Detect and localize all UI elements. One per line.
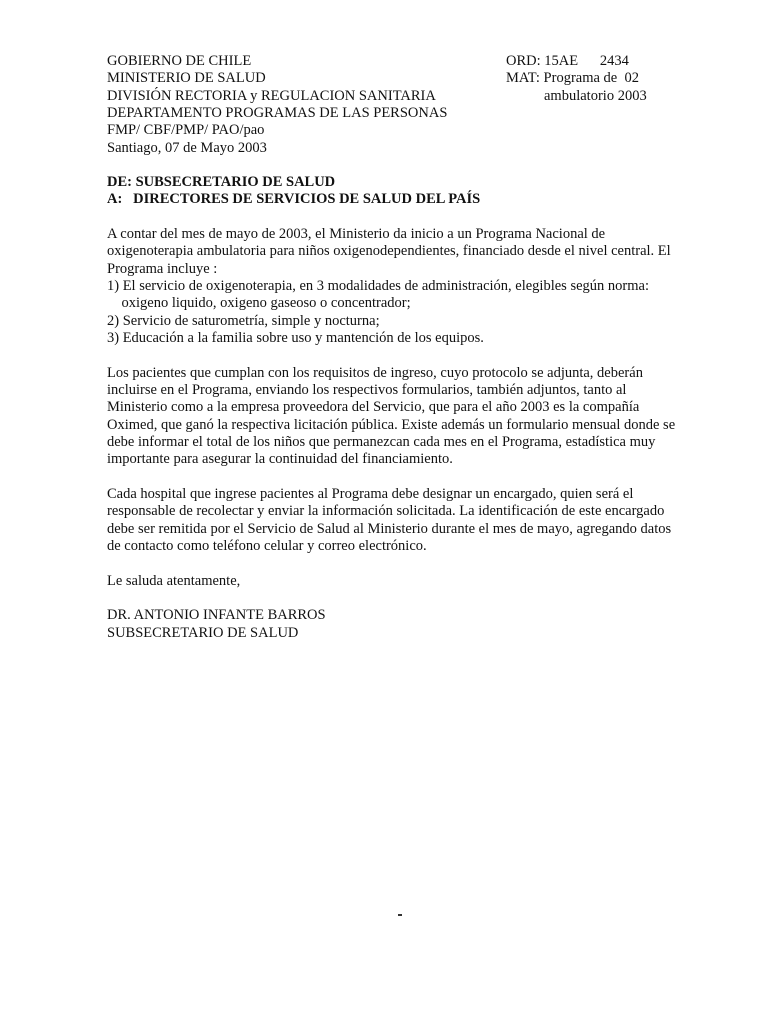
to-line: A: DIRECTORES DE SERVICIOS DE SALUD DEL PAÍS: [107, 191, 481, 207]
list-item: 3) Educación a la familia sobre uso y mantención de los equipos.: [107, 330, 484, 346]
body-line: Ministerio como a la empresa proveedora del Servicio, que para el año 2003 es la compañía: [107, 399, 640, 415]
list-item: 2) Servicio de saturometría, simple y nocturna;: [107, 313, 380, 329]
closing: Le saluda atentamente,: [107, 573, 241, 589]
signatory-name: DR. ANTONIO INFANTE BARROS: [107, 607, 326, 623]
list-item-continued: oxigeno liquido, oxigeno gaseoso o concentrador;: [107, 295, 411, 311]
from-line: DE: SUBSECRETARIO DE SALUD: [107, 174, 336, 190]
list-item: 1) El servicio de oxigenoterapia, en 3 modalidades de administración, elegibles según norma:: [107, 278, 649, 294]
header-org-line: DEPARTAMENTO PROGRAMAS DE LAS PERSONAS: [107, 105, 448, 121]
header-org-line: DIVISIÓN RECTORIA y REGULACION SANITARIA: [107, 88, 436, 104]
body-line: importante para asegurar la continuidad del financiamiento.: [107, 451, 453, 467]
body-line: incluirse en el Programa, enviando los respectivos formularios, también adjuntos, tanto al: [107, 382, 627, 398]
header-org-line: GOBIERNO DE CHILE: [107, 53, 252, 69]
header-initials: FMP/ CBF/PMP/ PAO/pao: [107, 122, 265, 138]
mat-subject-continued: ambulatorio 2003: [544, 88, 647, 104]
body-line: oxigenoterapia ambulatoria para niños oxigenodependientes, financiado desde el nivel central. El: [107, 243, 671, 259]
body-line: Cada hospital que ingrese pacientes al Programa debe designar un encargado, quien será el: [107, 486, 634, 502]
body-line: debe ser remitida por el Servicio de Salud al Ministerio durante el mes de mayo, agregando datos: [107, 521, 672, 537]
body-line: A contar del mes de mayo de 2003, el Ministerio da inicio a un Programa Nacional de: [107, 226, 606, 242]
body-line: Programa incluye :: [107, 261, 218, 277]
body-line: responsable de recolectar y enviar la información solicitada. La identificación de este encargado: [107, 503, 665, 519]
body-line: debe informar el total de los niños que permanezcan cada mes en el Programa, estadística muy: [107, 434, 656, 450]
header-date: Santiago, 07 de Mayo 2003: [107, 140, 267, 156]
header-org-line: MINISTERIO DE SALUD: [107, 70, 266, 86]
body-line: Oximed, que ganó la respectiva licitación pública. Existe además un formulario mensual donde se: [107, 417, 676, 433]
body-line: Los pacientes que cumplan con los requisitos de ingreso, cuyo protocolo se adjunta, deberán: [107, 365, 643, 381]
body-line: de contacto como teléfono celular y correo electrónico.: [107, 538, 427, 554]
page-mark: [398, 914, 402, 916]
signatory-title: SUBSECRETARIO DE SALUD: [107, 625, 299, 641]
ord-number: ORD: 15AE 2434: [506, 53, 629, 69]
mat-subject: MAT: Programa de 02: [506, 70, 639, 86]
